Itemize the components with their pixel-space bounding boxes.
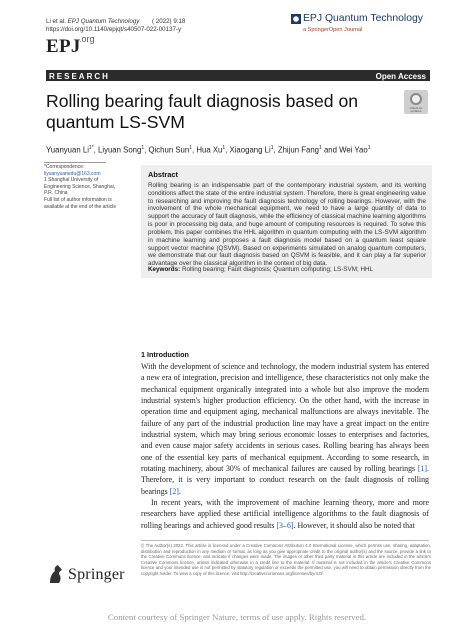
- doi-link[interactable]: https://doi.org/10.1140/epjqt/s40507-022-00137-y: [46, 26, 182, 33]
- springer-wordmark: Springer: [68, 566, 125, 583]
- citation-year: ( 2022) 9:18: [152, 18, 186, 25]
- crossmark-caption: Check for updates: [409, 106, 423, 113]
- correspondence-email[interactable]: liyuanyuanedu@163.com: [44, 170, 101, 177]
- author-info-note: Full list of author information is available at the end of the article: [44, 196, 116, 210]
- author-affiliation-mark: 1: [141, 145, 145, 151]
- author-separator: ,: [273, 145, 278, 155]
- author-list: [46, 145, 436, 155]
- sidebar-notes: [44, 164, 120, 210]
- citation-link[interactable]: [2]: [169, 486, 179, 496]
- author-name: Xiaogang Li: [229, 145, 271, 155]
- author-separator: and: [321, 145, 340, 155]
- brand-title: EPJ Quantum Technology: [303, 13, 423, 24]
- author-separator: ,: [192, 145, 197, 155]
- author-affiliation-mark: 1: [189, 145, 193, 151]
- epj-brand-icon: [291, 14, 301, 24]
- author-affiliation-mark: 1: [222, 145, 226, 151]
- epj-logo-org: .org: [79, 34, 95, 44]
- paragraph-text: In recent years, with the improvement of machine learning theory, more and more researchers have applied these artificial intelligence algorithms to the fault diagnosis of rolling bearings and achieved good results: [141, 497, 429, 530]
- citation-authors: Li et al.: [46, 18, 68, 25]
- author-affiliation-mark: 1: [319, 145, 322, 151]
- paragraph-text: . However, it should also be noted that: [293, 520, 415, 530]
- paragraph-text: With the development of science and technology, the modern industrial system has entered a new era of integration, precision and intelligence, these characteristics not only make the mechanical equipment organically integrated into a whole but also improve the modern industrial system's higher production efficiency. On the other hand, with the increase in operation time and equipment aging, mechanical malfunctions are always inevitable. The failure of any part of the industrial production line may have a great impact on the entire industrial system, which may bring serious economic losses to enterprises and factories, and even cause major safety accidents in serious cases. Rolling bearing has always been one of the essential key parts of mechanical equipment. According to some research, in rotating machinery, about 30% of mechanical failures are caused by rolling bearings: [141, 362, 429, 473]
- abstract-heading: Abstract: [148, 170, 178, 179]
- citation-link[interactable]: [1]: [417, 463, 428, 473]
- correspondence-label: *Correspondence:: [44, 164, 85, 170]
- sidebar-divider: [44, 162, 106, 163]
- citation-link[interactable]: [3–6]: [276, 520, 294, 530]
- epj-logo: EPJ: [46, 36, 81, 57]
- author-name: Wei Yao: [339, 145, 368, 155]
- paragraph-text: .: [178, 486, 181, 496]
- author-affiliation-mark: 1*: [88, 145, 94, 151]
- keywords-label: Keywords:: [148, 266, 181, 273]
- paragraph: [141, 361, 429, 497]
- introduction-body: [141, 361, 429, 531]
- author-name: Liyuan Song: [98, 145, 142, 155]
- article-title: Rolling bearing fault diagnosis based on quantum LS-SVM: [46, 91, 359, 132]
- courtesy-notice: Content courtesy of Springer Nature, terms of use apply. Rights reserved.: [107, 612, 367, 622]
- license-text: © The Author(s) 2022. This article is licensed under a Creative Commons Attribution 4.0 International License, which permits use, sharing, adaptation, distribution and reproduction in any medium or format, as long as you give appropriate credit to the original author(s) and the source, provide a link to the Creative Commons licence, and indicate if changes were made. The images or other third party material in this article are included in the article's Creative Commons licence, unless indicated otherwise in a credit line to the material. If material is not included in the article's Creative Commons licence and your intended use is not permitted by statutory regulation or exceeds the permitted use, you will need to obtain permission directly from the copyright holder. To view a copy of this licence, visit http://creativecommons.org/licenses/by/4.0/.: [141, 543, 431, 576]
- journal-name: EPJ Quantum Technology: [67, 18, 140, 25]
- crossmark-icon[interactable]: [404, 90, 428, 114]
- keywords-list: Rolling bearing; Fault diagnosis; Quantum computing; LS-SVM; HHL: [181, 266, 374, 273]
- introduction-heading: 1 Introduction: [141, 350, 189, 359]
- abstract-text: Rolling bearing is an indispensable part of the contemporary industrial system, and its working conditions affect the state of the entire industrial system. Therefore, there is great engineering value to researching and improving the fault diagnosis technology of rolling bearings. However, with the involvement of the whole mechanical equipment, we need to have a large quantity of data to support the accuracy of fault diagnosis, while the efficiency of classical machine learning algorithms is poor in processing big data, and huge amount of computing resources is required. To solve this problem, this paper combines the HHL algorithm in quantum computing with the LS-SVM algorithm in machine learning and proposes a fault diagnosis model based on a quantum least square support vector machine (QSVM). Based on experiments simulated on analog quantum computers, we demonstrate that our fault diagnosis based on QSVM is feasible, and it can play a far superior advantage over the classical algorithm in the context of big data.: [148, 182, 426, 268]
- crossmark-circle: [410, 93, 422, 105]
- brand-subtitle: a SpringerOpen Journal: [303, 27, 363, 33]
- open-access-label: Open Access: [375, 71, 426, 81]
- affiliation: 1 Shanghai University of Engineering Science, Shanghai, P.R. China: [44, 177, 116, 197]
- paragraph-text: . Therefore, it is very important to conduct research on the fault diagnosis of rolling bearings: [141, 463, 429, 496]
- keywords: [148, 266, 428, 273]
- author-name: Qichun Sun: [148, 145, 190, 155]
- section-label: RESEARCH: [49, 71, 110, 81]
- author-name: Hua Xu: [196, 145, 223, 155]
- author-separator: ,: [225, 145, 230, 155]
- author-name: Zhijun Fang: [277, 145, 319, 155]
- author-affiliation-mark: 1: [367, 145, 371, 151]
- license-divider: [141, 540, 429, 541]
- paragraph: [141, 497, 429, 531]
- author-name: Yuanyuan Li: [46, 145, 89, 155]
- author-separator: ,: [144, 145, 149, 155]
- author-affiliation-mark: 1: [270, 145, 274, 151]
- springer-horse-icon: [46, 563, 66, 585]
- author-separator: ,: [93, 145, 98, 155]
